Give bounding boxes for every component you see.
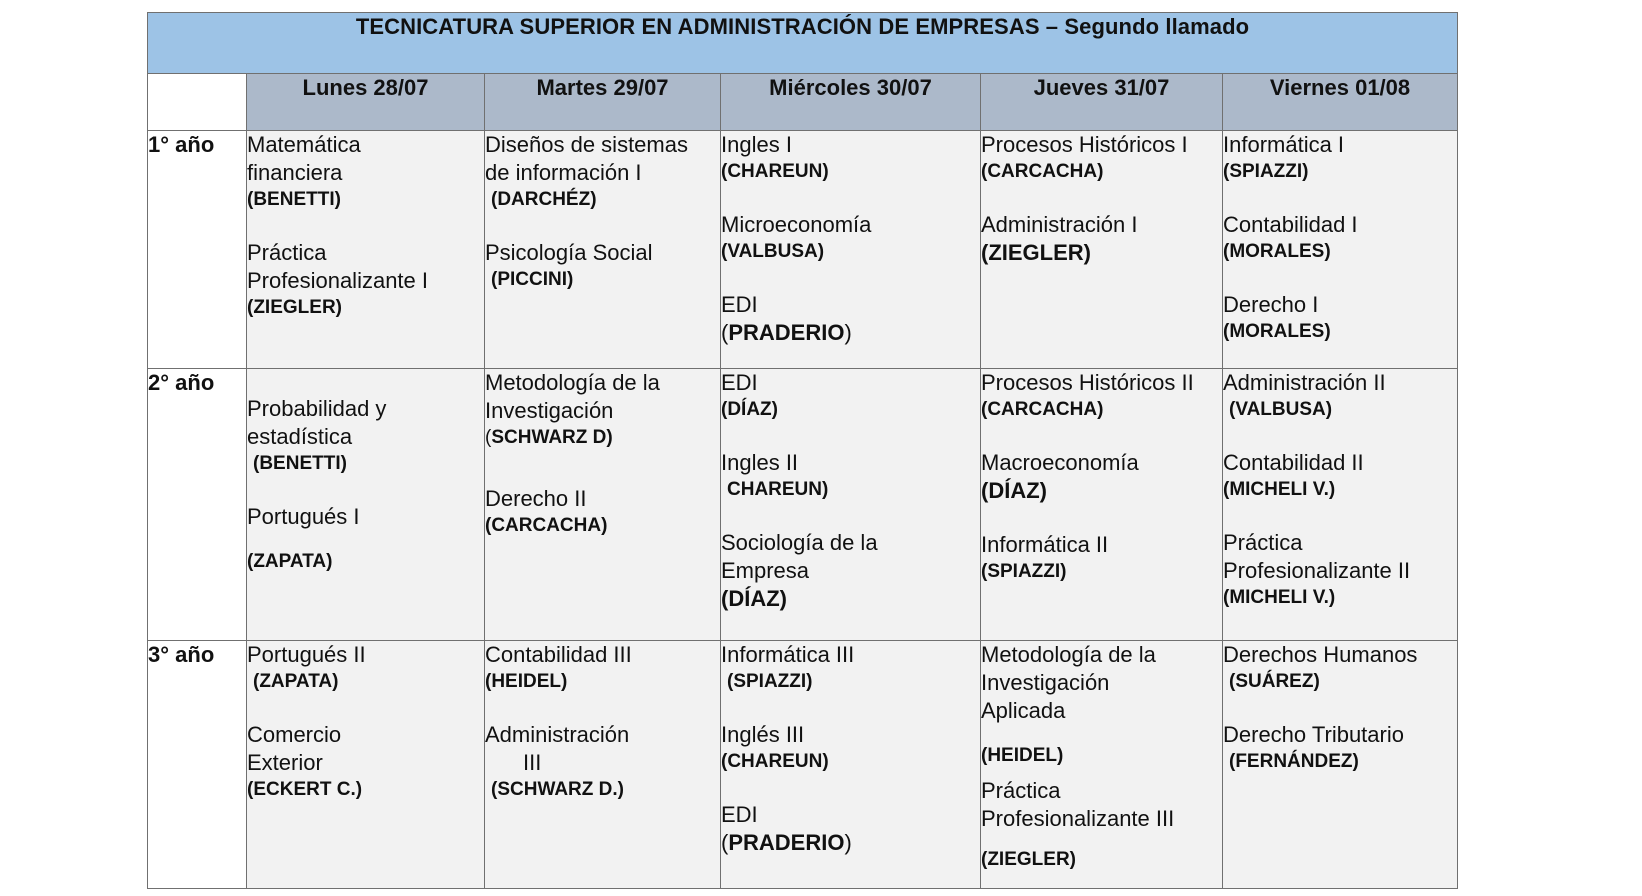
cell-y2-thursday <box>981 369 1223 641</box>
title-row <box>148 13 1458 74</box>
subject: EDI <box>721 292 758 317</box>
subject: Informática I <box>1223 132 1345 157</box>
professor: (SUÁREZ) <box>1229 671 1320 692</box>
professor: (PICCINI) <box>491 269 574 290</box>
subject: Portugués II <box>247 642 366 667</box>
subject: Contabilidad II <box>1223 450 1364 475</box>
cell-y2-tuesday <box>485 369 721 641</box>
subject-line2: Investigación <box>981 670 1110 695</box>
day-header-thursday: Jueves 31/07 <box>981 74 1223 131</box>
professor: (VALBUSA) <box>1229 399 1333 420</box>
subject: Ingles I <box>721 132 792 157</box>
year-label-2: 2° año <box>148 369 247 641</box>
professor: (CARCACHA) <box>485 515 608 536</box>
professor: (ZAPATA) <box>247 551 333 572</box>
professor: (ZIEGLER) <box>247 297 342 318</box>
subject: Diseños de sistemas <box>485 132 688 157</box>
subject: Comercio <box>247 722 342 747</box>
professor: (CARCACHA) <box>981 161 1104 182</box>
professor: (SPIAZZI) <box>981 561 1067 582</box>
subject: Psicología Social <box>485 240 653 265</box>
subject-line2: estadística <box>247 424 353 449</box>
professor: (DARCHÉZ) <box>491 189 597 210</box>
subject: Administración II <box>1223 370 1386 395</box>
subject: Derechos Humanos <box>1223 642 1418 667</box>
cell-y3-thursday <box>981 641 1223 889</box>
professor: (MORALES) <box>1223 241 1331 262</box>
professor: (MORALES) <box>1223 321 1331 342</box>
subject: Procesos Históricos I <box>981 132 1188 157</box>
subject: Procesos Históricos II <box>981 370 1194 395</box>
subject: EDI <box>721 370 758 395</box>
professor: (CHAREUN) <box>721 161 829 182</box>
professor: (CHAREUN) <box>721 751 829 772</box>
cell-y2-friday <box>1223 369 1458 641</box>
professor: (HEIDEL) <box>485 671 568 692</box>
subject-line3: Aplicada <box>981 698 1066 723</box>
cell-y3-friday <box>1223 641 1458 889</box>
subject: Macroeconomía <box>981 450 1139 475</box>
subject: Derecho I <box>1223 292 1319 317</box>
subject: Práctica <box>981 778 1061 803</box>
cell-y1-friday <box>1223 131 1458 369</box>
cell-y1-monday <box>247 131 485 369</box>
subject-line2: III <box>523 750 542 775</box>
professor: (VALBUSA) <box>721 241 825 262</box>
subject-line2: Exterior <box>247 750 323 775</box>
year-row-2 <box>148 369 1458 641</box>
schedule-sheet <box>147 12 1457 888</box>
professor: (CARCACHA) <box>981 399 1104 420</box>
subject: Práctica <box>1223 530 1303 555</box>
professor: (BENETTI) <box>247 189 341 210</box>
subject: Sociología de la <box>721 530 878 555</box>
year-row-3 <box>148 641 1458 889</box>
professor: ( PRADERIO ) <box>721 319 980 347</box>
subject: EDI <box>721 802 758 827</box>
professor: (ZIEGLER) <box>981 240 1091 265</box>
corner-cell <box>148 74 247 131</box>
table-title: TECNICATURA SUPERIOR EN ADMINISTRACIÓN DE EMPRESAS – Segundo llamado <box>148 13 1458 74</box>
subject: Inglés III <box>721 722 805 747</box>
subject-line2: Profesionalizante III <box>981 806 1175 831</box>
subject-line2: Profesionalizante I <box>247 268 428 293</box>
subject: Metodología de la <box>981 642 1156 667</box>
cell-y3-monday <box>247 641 485 889</box>
professor: (ZAPATA) <box>253 671 339 692</box>
subject-line2: financiera <box>247 160 343 185</box>
subject-line2: de información I <box>485 160 642 185</box>
professor: CHAREUN) <box>727 479 829 500</box>
cell-y1-thursday <box>981 131 1223 369</box>
professor: (ECKERT C.) <box>247 779 363 800</box>
subject: Portugués I <box>247 504 360 529</box>
subject: Informática II <box>981 532 1109 557</box>
subject: Informática III <box>721 642 855 667</box>
subject: Derecho II <box>485 486 587 511</box>
professor: (DÍAZ) <box>721 586 787 611</box>
day-header-wednesday: Miércoles 30/07 <box>721 74 981 131</box>
professor: (MICHELI V.) <box>1223 479 1336 500</box>
day-header-row <box>148 74 1458 131</box>
cell-y2-wednesday <box>721 369 981 641</box>
professor: (HEIDEL) <box>981 745 1064 766</box>
subject: Contabilidad III <box>485 642 632 667</box>
day-header-tuesday: Martes 29/07 <box>485 74 721 131</box>
subject: Probabilidad y <box>247 396 387 421</box>
subject: Práctica <box>247 240 327 265</box>
day-header-monday: Lunes 28/07 <box>247 74 485 131</box>
subject: Metodología de la <box>485 370 660 395</box>
professor: (DÍAZ) <box>981 478 1047 503</box>
professor: (DÍAZ) <box>721 399 778 420</box>
year-label-1: 1° año <box>148 131 247 369</box>
year-row-1 <box>148 131 1458 369</box>
subject-line2: Investigación <box>485 398 614 423</box>
subject: Contabilidad I <box>1223 212 1358 237</box>
professor: (SPIAZZI) <box>727 671 813 692</box>
exam-schedule-table <box>147 12 1458 889</box>
subject-line2: Profesionalizante II <box>1223 558 1411 583</box>
professor: (SPIAZZI) <box>1223 161 1309 182</box>
cell-y3-wednesday <box>721 641 981 889</box>
professor: ( PRADERIO ) <box>721 829 980 857</box>
professor: (FERNÁNDEZ) <box>1229 751 1359 772</box>
cell-y1-tuesday <box>485 131 721 369</box>
subject: Microeconomía <box>721 212 872 237</box>
year-label-3: 3° año <box>148 641 247 889</box>
day-header-friday: Viernes 01/08 <box>1223 74 1458 131</box>
professor: (MICHELI V.) <box>1223 587 1336 608</box>
professor: (ZIEGLER) <box>981 849 1076 870</box>
cell-y1-wednesday <box>721 131 981 369</box>
subject: Administración <box>485 722 630 747</box>
cell-y2-monday <box>247 369 485 641</box>
subject-line2: Empresa <box>721 558 810 583</box>
subject: Derecho Tributario <box>1223 722 1404 747</box>
subject: Matemática <box>247 132 361 157</box>
professor: (BENETTI) <box>253 453 347 474</box>
subject: Administración I <box>981 212 1138 237</box>
cell-y3-tuesday <box>485 641 721 889</box>
subject: Ingles II <box>721 450 799 475</box>
professor: (SCHWARZ D.) <box>491 779 624 800</box>
professor: ( SCHWARZ D) <box>485 425 720 451</box>
